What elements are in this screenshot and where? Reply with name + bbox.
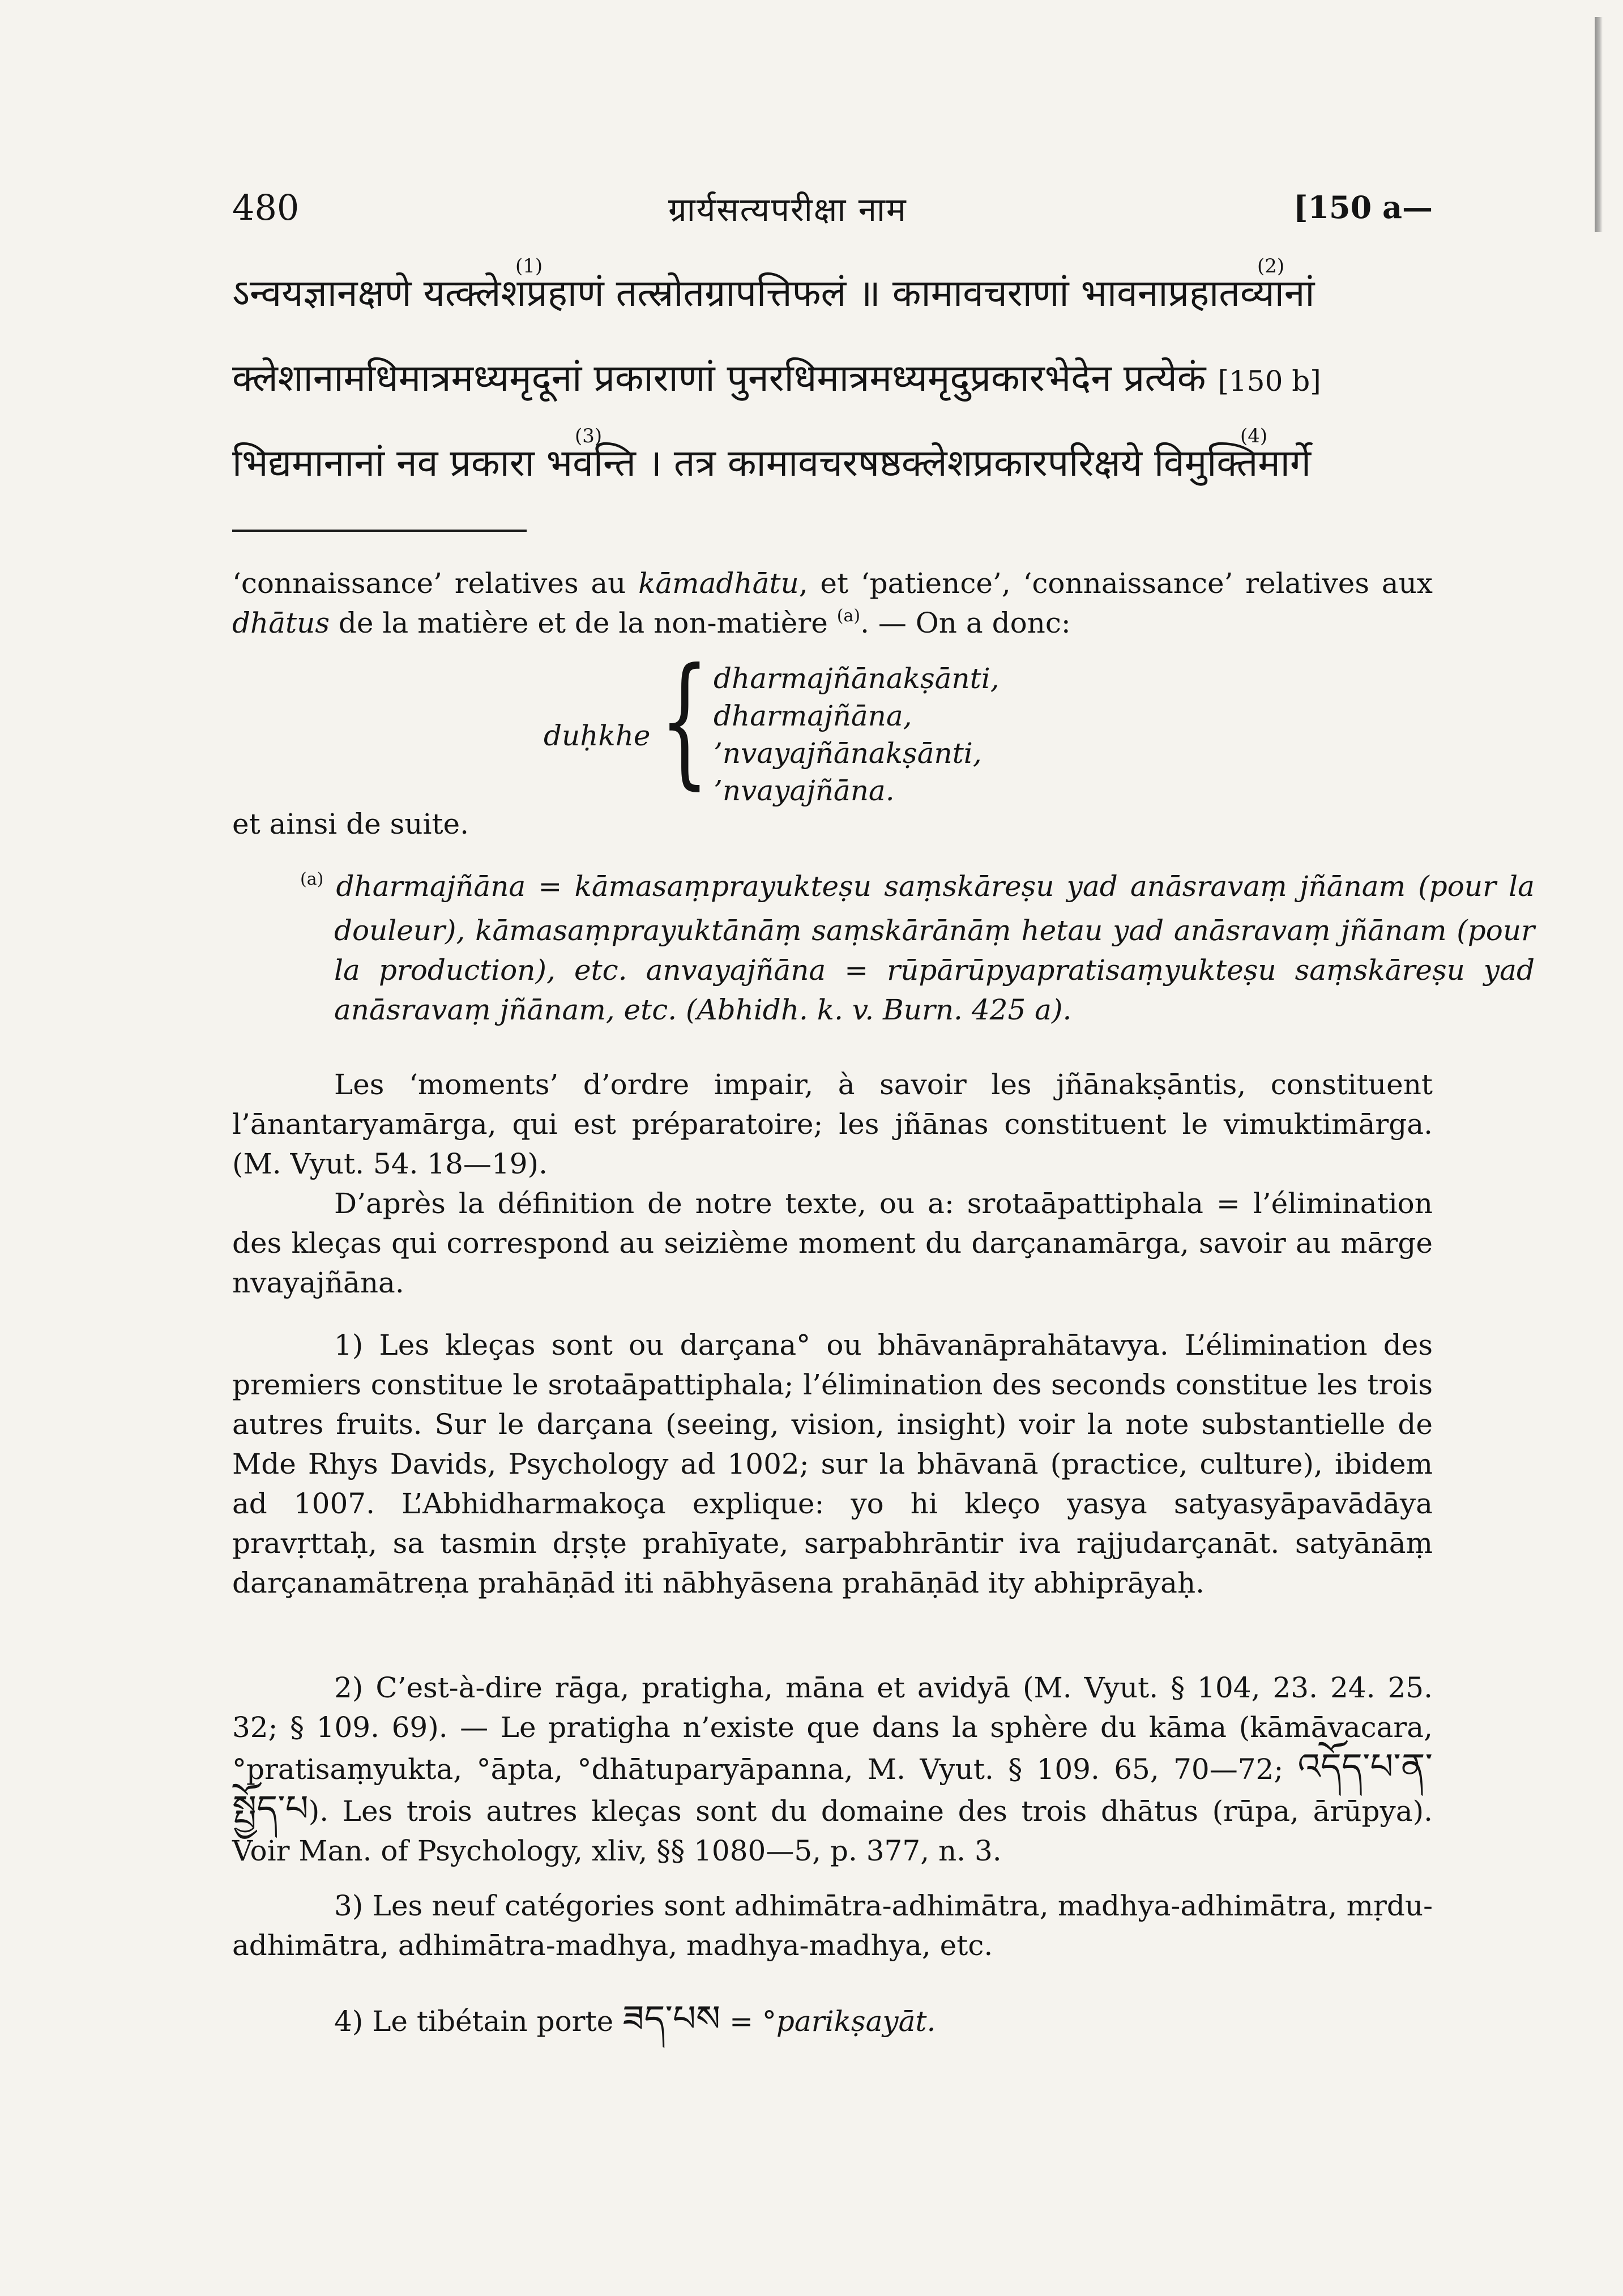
footnote-3: 3) Les neuf catégories sont adhimātra-adhimātra, madhya-adhimātra, mṛdu-adhimātra, adhimātra-madhya, madhya-madhya, etc. bbox=[232, 1889, 1433, 1962]
separator-rule bbox=[232, 530, 527, 532]
curly-brace-icon: { bbox=[660, 638, 710, 803]
intro-paragraph bbox=[232, 564, 1433, 647]
page-edge-shadow bbox=[1595, 17, 1603, 232]
running-title: ग्रार्यसत्यपरीक्षा नाम bbox=[668, 190, 907, 229]
sanskrit-line-3 bbox=[232, 425, 1450, 498]
brace-item: dharmajñānakṣānti, bbox=[714, 662, 1000, 695]
tibetan-text: འདོད་པ་ན་སྤྱོད་པ bbox=[232, 1746, 1433, 1830]
brace-item: dharmajñāna, bbox=[714, 699, 912, 732]
paragraph-moments: Les ‘moments’ d’ordre impair, à savoir les jñānakṣāntis, constituent l’ānantaryamārga, qui est préparatoire; les jñānas constituent le vimuktimārga. (M. Vyut. 54. 18—19). bbox=[232, 1068, 1433, 1180]
footnote-text: dharmajñāna = kāmasaṃprayukteṣu saṃskāreṣu yad anāsravaṃ jñānam (pour la douleur), kāmasaṃprayuktānāṃ saṃskārānāṃ hetau yad anāsravaṃ jñānam (pour la production), etc. anvayajñāna = rūpārūpyapratisaṃyukteṣu saṃskāreṣu yad anāsravaṃ jñānam, etc. (Abhidh. k. v. Burn. 425 a). bbox=[334, 870, 1535, 1026]
footnote-2 bbox=[232, 1668, 1433, 1871]
tibetan-text: ཟད་པས bbox=[622, 1998, 721, 2040]
footnote-text: ). Les trois autres kleças sont du domaine des trois dhātus (rūpa, ārūpya). Voir Man. of Psychology, xliv, §§ 1080—5, p. 377, n. 3. bbox=[232, 1795, 1433, 1867]
note-ref-4: (4) bbox=[1240, 425, 1268, 447]
text-run: ‘connaissance’ relatives au bbox=[232, 567, 639, 600]
paragraph-definition: D’après la définition de notre texte, ou a: srotaāpattiphala = l’élimination des kleças qui correspond au seizième moment du darçanamārga, savoir au mārge nvayajñāna. bbox=[232, 1187, 1433, 1299]
footnote-text: 4) Le tibétain porte bbox=[334, 2005, 623, 2038]
text-run: . — On a donc: bbox=[860, 607, 1071, 639]
sanskrit-text: भिद्यमानानां नव प्रकारा भवन्ति । तत्र कामावचरषष्ठक्लेशप्रकारपरिक्षये विमुक्तिमार्गे bbox=[232, 441, 1312, 485]
footnote-mark: (a) bbox=[836, 606, 861, 626]
text-run: , et ‘patience’, ‘connaissance’ relatives aux bbox=[798, 567, 1433, 600]
text-run: de la matière et de la non-matière bbox=[329, 607, 837, 639]
brace-label: duḥkhe bbox=[544, 719, 651, 752]
term: kāmadhātu bbox=[638, 567, 799, 600]
footnote-text: 2) C’est-à-dire rāga, pratigha, māna et avidyā (M. Vyut. § 104, 23. 24. 25. 32; § 109. 69). — Le pratigha n’existe que dans la sphère du kāma (kāmāvacara, °pratisaṃyukta, °āpta, °dhātuparyāpanna, M. Vyut. § 109. 65, 70—72; bbox=[232, 1671, 1433, 1786]
note-ref-3: (3) bbox=[575, 425, 603, 447]
footnote-mark: (a) bbox=[300, 869, 324, 889]
footnote-4 bbox=[232, 1999, 1433, 2041]
sanskrit-text: ऽन्वयज्ञानक्षणे यत्क्लेशप्रहाणं तत्स्रोतग्रापत्तिफलं ॥ कामावचराणां भावनाप्रहातव्यानां bbox=[232, 271, 1315, 315]
term: dhātus bbox=[232, 607, 330, 639]
brace-list bbox=[544, 638, 1053, 813]
after-brace-text: et ainsi de suite. bbox=[232, 808, 469, 840]
note-ref-2: (2) bbox=[1257, 255, 1285, 278]
sanskrit-folio: [150 b] bbox=[1218, 365, 1321, 398]
footnote-text: = °parikṣayāt. bbox=[720, 2005, 936, 2038]
brace-item: ’nvayajñānakṣānti, bbox=[714, 737, 982, 770]
note-ref-1: (1) bbox=[515, 255, 543, 278]
sanskrit-line-1 bbox=[232, 255, 1450, 328]
sanskrit-line-2 bbox=[232, 351, 1450, 413]
sanskrit-text: क्लेशानामधिमात्रमध्यमृदूनां प्रकाराणां पुनरधिमात्रमध्यमृदुप्रकारभेदेन प्रत्येकं bbox=[232, 356, 1206, 400]
folio-reference: [150 a— bbox=[1293, 189, 1433, 225]
brace-item: ’nvayajñāna. bbox=[714, 774, 895, 807]
footnote-1: 1) Les kleças sont ou darçana° ou bhāvanāprahātavya. L’élimination des premiers constitue le srotaāpattiphala; l’élimination des seconds constitue les trois autres fruits. Sur le darçana (seeing, vision, insight) voir la note substantielle de Mde Rhys Davids, Psychology ad 1002; sur la bhāvanā (practice, culture), ibidem ad 1007. L’Abhidharmakoça explique: yo hi kleço yasya satyasyāpavādāya pravṛttaḥ, sa tasmin dṛṣṭe prahīyate, sarpabhrāntir iva rajjudarçanāt. satyānāṃ darçanamātreṇa prahāṇād iti nābhyāsena prahāṇād ity abhiprāyaḥ. bbox=[232, 1329, 1433, 1599]
footnote-a bbox=[232, 867, 1535, 1030]
brace-items bbox=[714, 660, 1000, 809]
page-number: 480 bbox=[232, 187, 300, 228]
page-header bbox=[232, 187, 1433, 238]
